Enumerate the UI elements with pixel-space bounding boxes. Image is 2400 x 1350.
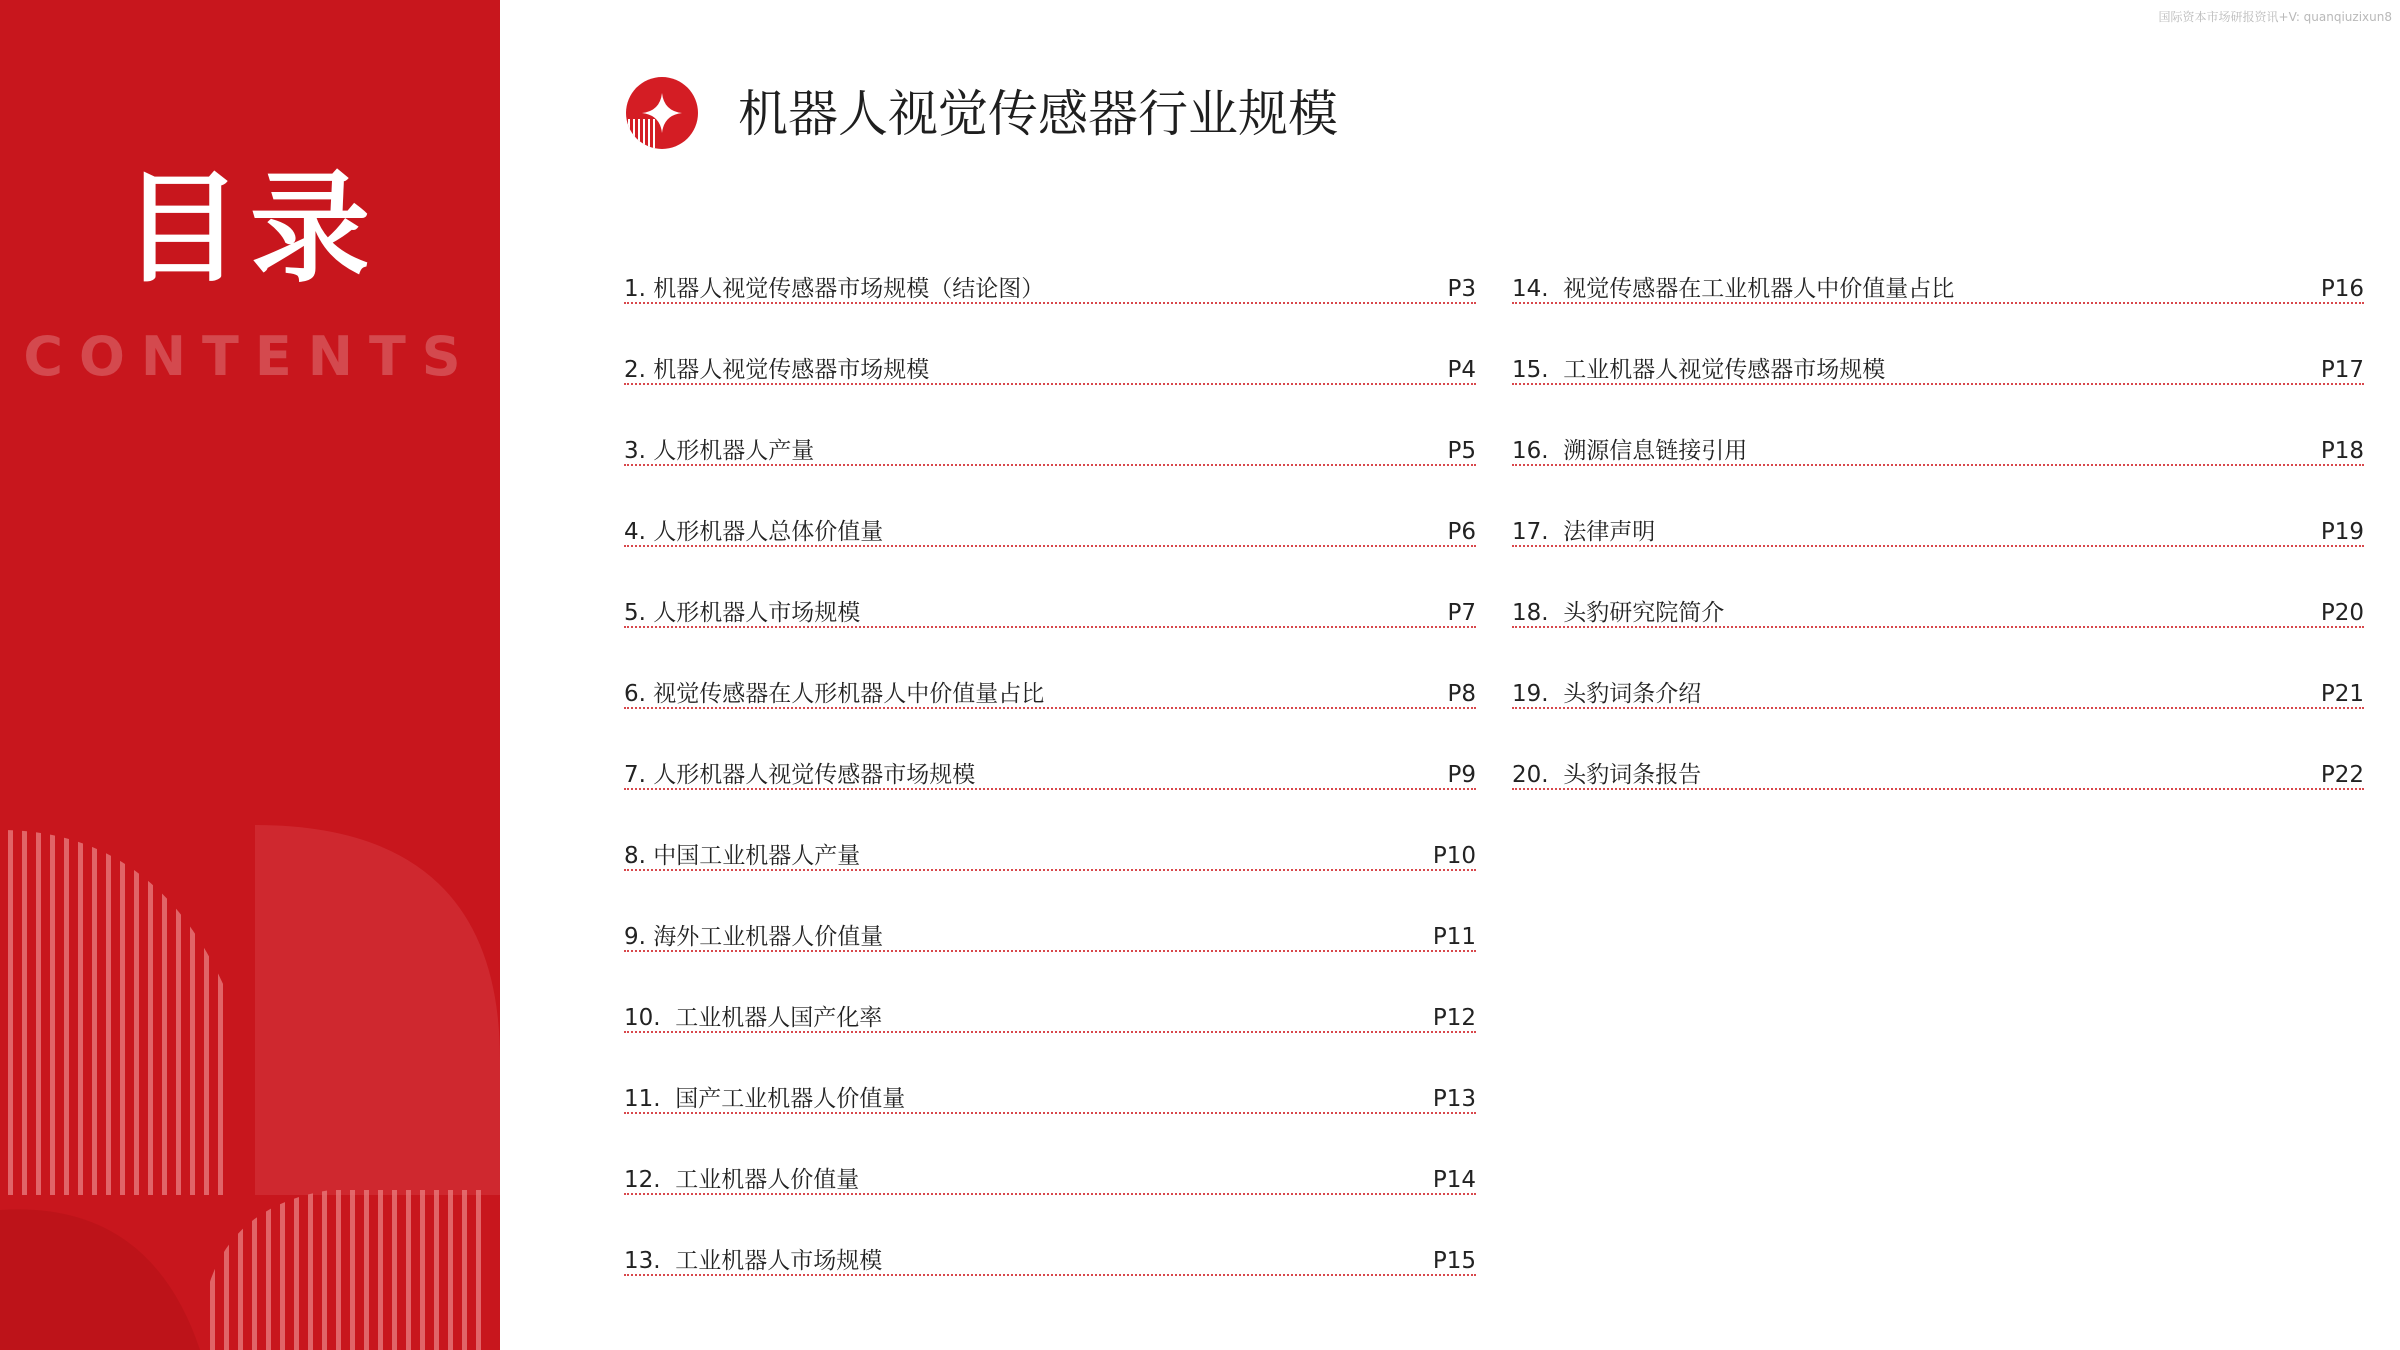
toc-item-label: 头豹词条报告	[1563, 762, 1702, 788]
watermark-text: 国际资本市场研报资讯+V: quanqiuzixun8	[2158, 10, 2392, 24]
toc-item[interactable]	[624, 428, 1476, 466]
toc-item-page: P9	[1447, 762, 1476, 788]
toc-item-number: 1.	[624, 276, 646, 302]
toc-item-label: 法律声明	[1563, 519, 1656, 545]
toc-item-label: 机器人视觉传感器市场规模（结论图）	[653, 276, 1045, 302]
toc-item-page: P14	[1432, 1167, 1476, 1193]
toc-item-label: 机器人视觉传感器市场规模	[653, 357, 930, 383]
toc-item-page: P17	[2320, 357, 2364, 383]
toc-item-number: 2.	[624, 357, 646, 383]
toc-item-number: 18.	[1512, 600, 1549, 626]
toc-item-number: 14.	[1512, 276, 1549, 302]
toc-item-label: 人形机器人视觉传感器市场规模	[653, 762, 976, 788]
toc-item-label: 视觉传感器在人形机器人中价值量占比	[653, 681, 1045, 707]
toc-item-page: P21	[2320, 681, 2364, 707]
toc-item[interactable]	[624, 1157, 1476, 1195]
toc-item[interactable]	[624, 266, 1476, 304]
toc-item-number: 16.	[1512, 438, 1549, 464]
toc-item-page: P22	[2320, 762, 2364, 788]
toc-item-page: P8	[1447, 681, 1476, 707]
toc-item-number: 12.	[624, 1167, 661, 1193]
toc-item-number: 7.	[624, 762, 646, 788]
toc-item-number: 10.	[624, 1005, 661, 1031]
toc-item-number: 19.	[1512, 681, 1549, 707]
toc-item-page: P11	[1432, 924, 1476, 950]
toc-item-number: 4.	[624, 519, 646, 545]
toc-item-page: P15	[1432, 1248, 1476, 1274]
toc-item-number: 11.	[624, 1086, 661, 1112]
toc-item[interactable]	[624, 1076, 1476, 1114]
toc-item-page: P18	[2320, 438, 2364, 464]
toc-item-label: 工业机器人国产化率	[675, 1005, 883, 1031]
toc-item-label: 工业机器人视觉传感器市场规模	[1563, 357, 1886, 383]
toc-item[interactable]	[624, 914, 1476, 952]
toc-item-page: P4	[1447, 357, 1476, 383]
toc-item-number: 15.	[1512, 357, 1549, 383]
toc-item-number: 3.	[624, 438, 646, 464]
toc-item-label: 溯源信息链接引用	[1563, 438, 1748, 464]
toc-item-label: 国产工业机器人价值量	[675, 1086, 906, 1112]
report-logo-icon	[624, 75, 700, 151]
toc-item-number: 5.	[624, 600, 646, 626]
toc-item-number: 6.	[624, 681, 646, 707]
toc-item-label: 人形机器人总体价值量	[653, 519, 884, 545]
toc-item-label: 海外工业机器人价值量	[653, 924, 884, 950]
page-title: 机器人视觉传感器行业规模	[738, 85, 1338, 143]
sidebar-title: 目录	[122, 160, 378, 299]
toc-item-label: 人形机器人产量	[653, 438, 815, 464]
toc-item[interactable]	[624, 347, 1476, 385]
toc-item[interactable]	[624, 671, 1476, 709]
toc-item-label: 工业机器人价值量	[675, 1167, 860, 1193]
toc-item[interactable]	[624, 590, 1476, 628]
toc-item[interactable]	[1512, 752, 2364, 790]
toc-item-number: 20.	[1512, 762, 1549, 788]
sidebar	[0, 0, 500, 1350]
toc-item[interactable]	[1512, 347, 2364, 385]
toc-item[interactable]	[1512, 428, 2364, 466]
toc-item[interactable]	[624, 752, 1476, 790]
toc-item-page: P10	[1432, 843, 1476, 869]
toc-item-page: P12	[1432, 1005, 1476, 1031]
toc-item-label: 人形机器人市场规模	[653, 600, 861, 626]
sidebar-subtitle: CONTENTS	[23, 325, 477, 388]
toc-item-label: 工业机器人市场规模	[675, 1248, 883, 1274]
toc-item[interactable]	[624, 509, 1476, 547]
toc-item-page: P19	[2320, 519, 2364, 545]
toc-item-page: P16	[2320, 276, 2364, 302]
toc-item-page: P3	[1447, 276, 1476, 302]
toc-item-page: P5	[1447, 438, 1476, 464]
toc-item-label: 头豹词条介绍	[1563, 681, 1702, 707]
toc-item-page: P6	[1447, 519, 1476, 545]
toc-item-page: P20	[2320, 600, 2364, 626]
toc-item-label: 中国工业机器人产量	[653, 843, 861, 869]
toc-item[interactable]	[1512, 266, 2364, 304]
toc-item[interactable]	[624, 995, 1476, 1033]
toc-item[interactable]	[624, 833, 1476, 871]
toc-item-number: 13.	[624, 1248, 661, 1274]
toc-item-label: 视觉传感器在工业机器人中价值量占比	[1563, 276, 1955, 302]
toc-item-page: P7	[1447, 600, 1476, 626]
toc-item-label: 头豹研究院简介	[1563, 600, 1725, 626]
toc-item-page: P13	[1432, 1086, 1476, 1112]
toc-item[interactable]	[624, 1238, 1476, 1276]
toc-item[interactable]	[1512, 590, 2364, 628]
toc-item[interactable]	[1512, 671, 2364, 709]
toc-item-number: 8.	[624, 843, 646, 869]
toc-item-number: 17.	[1512, 519, 1549, 545]
toc-item[interactable]	[1512, 509, 2364, 547]
toc-item-number: 9.	[624, 924, 646, 950]
